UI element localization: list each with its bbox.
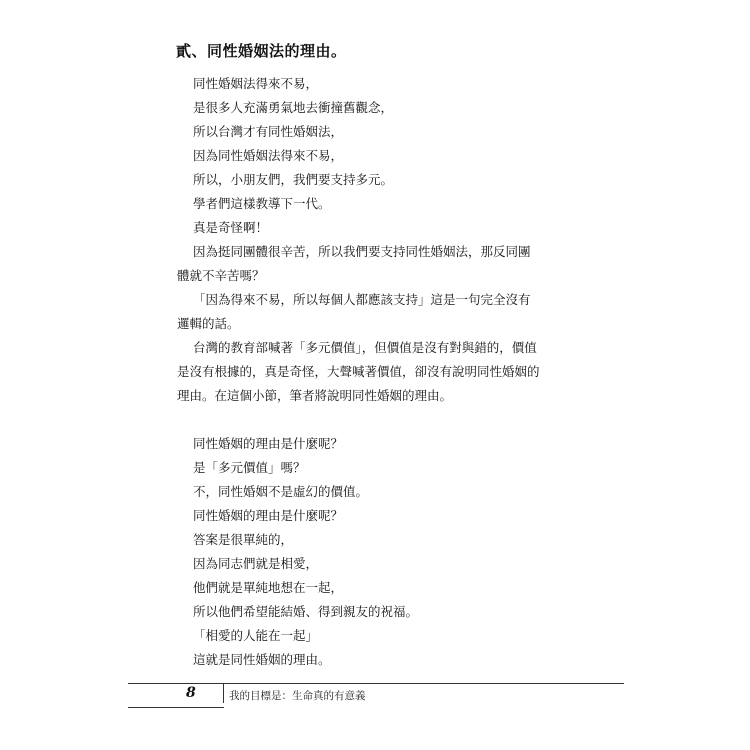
paragraph-line: 這就是同性婚姻的理由。: [193, 652, 331, 667]
footer-divider: [128, 683, 624, 684]
paragraph-line: 真是奇怪啊！: [193, 220, 269, 235]
section-heading: 貳、同性婚姻法的理由。: [176, 42, 347, 60]
paragraph-line: 他們就是單純地想在一起，: [193, 580, 344, 595]
paragraph-line: 台灣的教育部喊著「多元價值」，但價值是沒有對與錯的，價值: [193, 340, 537, 355]
running-footer-title: 我的目標是：生命真的有意義: [229, 690, 366, 702]
paragraph-line: 體就不辛苦嗎？: [177, 268, 265, 283]
paragraph-line: 所以他們希望能結婚、得到親友的祝福。: [193, 604, 419, 619]
paragraph-line: 同性婚姻的理由是什麼呢？: [193, 436, 344, 451]
paragraph-line: 不，同性婚姻不是虛幻的價值。: [193, 484, 369, 499]
paragraph-line: 是很多人充滿勇氣地去衝撞舊觀念，: [193, 100, 394, 115]
paragraph-line: 因為同性婚姻法得來不易，: [193, 148, 344, 163]
page-number: 8: [186, 685, 196, 701]
paragraph-line: 因為挺同團體很辛苦，所以我們要支持同性婚姻法，那反同團: [193, 244, 531, 259]
paragraph-line: 邏輯的話。: [177, 316, 240, 331]
paragraph-line: 理由。在這個小節，筆者將說明同性婚姻的理由。: [177, 388, 453, 403]
footer-separator: [223, 683, 224, 703]
paragraph-line: 是「多元價值」嗎？: [193, 460, 306, 475]
paragraph-line: 同性婚姻的理由是什麼呢？: [193, 508, 344, 523]
paragraph-line: 因為同志們就是相愛，: [193, 556, 319, 571]
paragraph-line: 「因為得來不易，所以每個人都應該支持」這是一句完全沒有: [193, 292, 531, 307]
paragraph-line: 所以，小朋友們，我們要支持多元。: [193, 172, 394, 187]
footer-underline: [128, 707, 224, 708]
paragraph-line: 學者們這樣教導下一代。: [193, 196, 331, 211]
paragraph-line: 所以台灣才有同性婚姻法，: [193, 124, 344, 139]
paragraph-line: 「相愛的人能在一起」: [193, 628, 319, 643]
paragraph-line: 是沒有根據的，真是奇怪，大聲喊著價值，卻沒有說明同性婚姻的: [177, 364, 540, 379]
paragraph-line: 答案是很單純的，: [193, 532, 294, 547]
paragraph-line: 同性婚姻法得來不易，: [193, 76, 319, 91]
